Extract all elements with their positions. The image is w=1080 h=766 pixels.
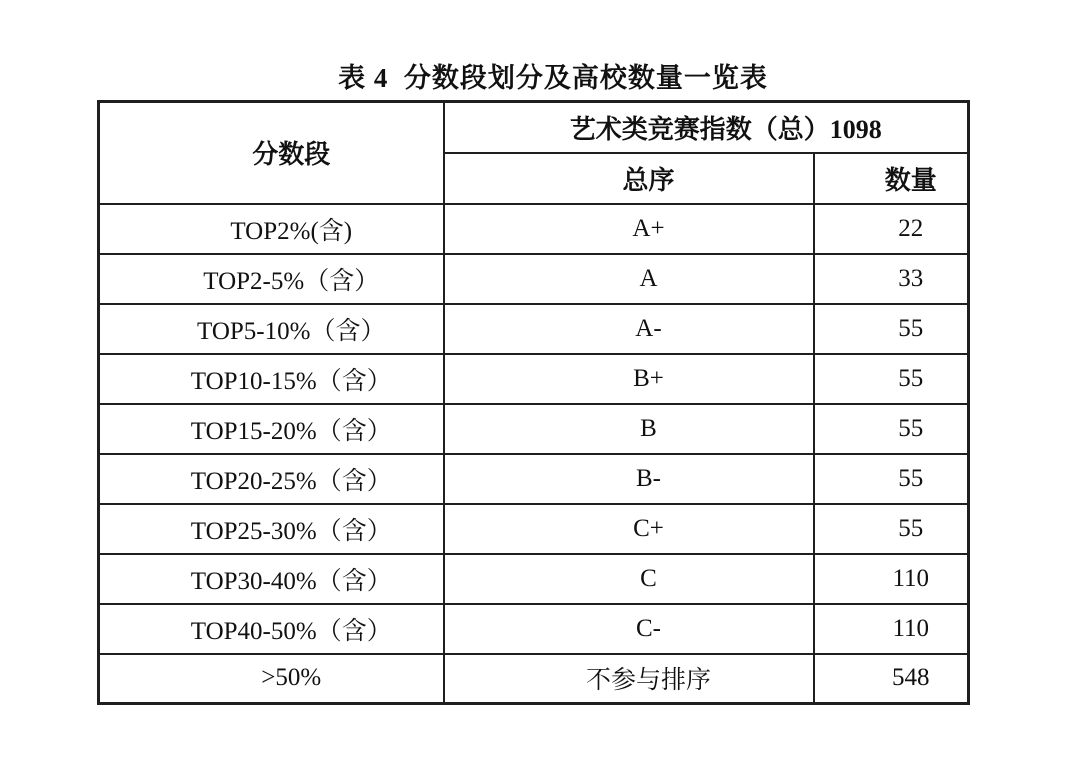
rank-cell: A [444,254,814,304]
segment-cell: TOP15-20%（含） [99,404,444,454]
table-row [99,354,969,404]
segment-cell: TOP2-5%（含） [99,254,444,304]
rank-cell: C [444,554,814,604]
score-table [97,100,970,705]
count-cell: 55 [814,504,969,554]
rank-cell: C+ [444,504,814,554]
table-row [99,404,969,454]
count-cell: 33 [814,254,969,304]
table-row [99,304,969,354]
segment-cell: TOP30-40%（含） [99,554,444,604]
segment-column-header: 分数段 [99,102,444,204]
document-title: 表 4 分数段划分及高校数量一览表 [338,63,768,93]
rank-cell: A- [444,304,814,354]
count-cell: 55 [814,354,969,404]
segment-cell: TOP2%(含) [99,204,444,254]
segment-cell: TOP25-30%（含） [99,504,444,554]
rank-column-header: 总序 [444,153,814,204]
rank-cell: B+ [444,354,814,404]
count-cell: 55 [814,304,969,354]
table-row [99,554,969,604]
count-cell: 55 [814,404,969,454]
count-cell: 55 [814,454,969,504]
segment-cell: TOP5-10%（含） [99,304,444,354]
segment-cell: TOP40-50%（含） [99,604,444,654]
rank-cell: C- [444,604,814,654]
index-group-header: 艺术类竞赛指数（总）1098 [444,102,969,153]
count-cell: 22 [814,204,969,254]
rank-cell: B [444,404,814,454]
rank-cell: 不参与排序 [444,654,814,704]
count-cell: 110 [814,604,969,654]
segment-cell: >50% [99,654,444,704]
table-row [99,604,969,654]
table-row [99,654,969,704]
rank-cell: B- [444,454,814,504]
count-column-header: 数量 [814,153,969,204]
table-row [99,254,969,304]
table-header-row-1 [99,102,969,153]
segment-cell: TOP20-25%（含） [99,454,444,504]
table-row [99,204,969,254]
rank-cell: A+ [444,204,814,254]
table-row [99,504,969,554]
count-cell: 548 [814,654,969,704]
segment-cell: TOP10-15%（含） [99,354,444,404]
count-cell: 110 [814,554,969,604]
table-row [99,454,969,504]
